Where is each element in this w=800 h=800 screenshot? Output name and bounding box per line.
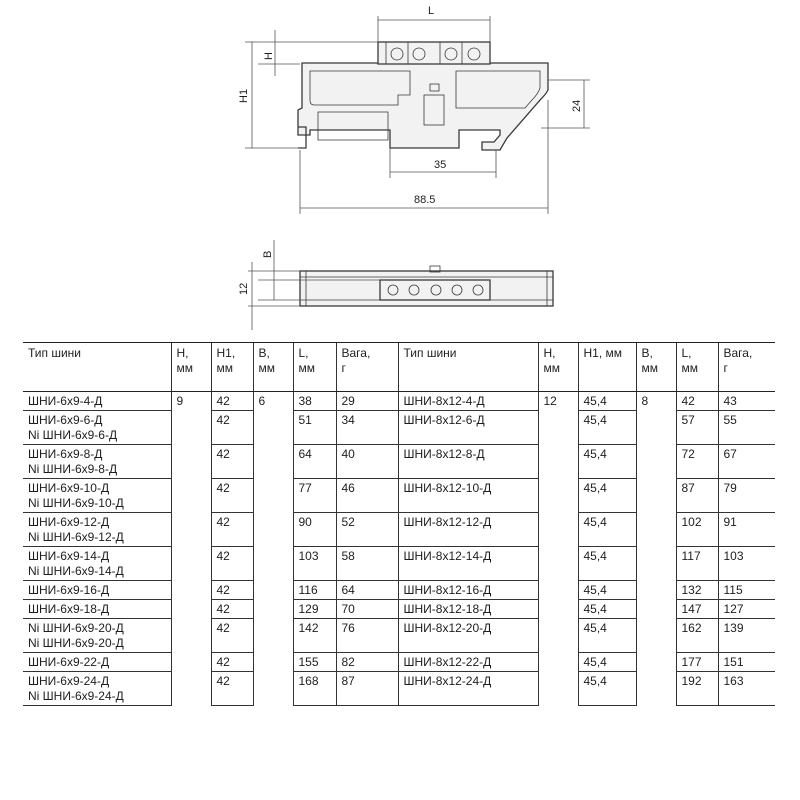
l-right-cell: 147	[676, 600, 718, 619]
dim-88-label: 88.5	[414, 194, 436, 206]
weight-right-cell: 103	[718, 547, 775, 581]
specification-table	[23, 342, 775, 706]
type-left-cell: ШНИ-6х9-4-Д	[28, 394, 103, 408]
type-left-cell: ШНИ-6х9-16-Д	[23, 581, 171, 600]
type-left-cell: ШНИ-6х9-10-Д Ni ШНИ-6х9-10-Д	[23, 479, 171, 513]
weight-left-cell: 70	[336, 600, 398, 619]
l-left-cell: 129	[293, 600, 336, 619]
weight-right-cell: 163	[718, 672, 775, 706]
weight-right-cell: 91	[718, 513, 775, 547]
weight-left-cell: 40	[336, 445, 398, 479]
l-left-cell: 77	[293, 479, 336, 513]
l-left-cell: 103	[293, 547, 336, 581]
type-left-cell: ШНИ-6х9-12-Д Ni ШНИ-6х9-12-Д	[23, 513, 171, 547]
l-right-cell: 87	[676, 479, 718, 513]
l-left-cell: 142	[293, 619, 336, 653]
weight-right-cell: 139	[718, 619, 775, 653]
l-left-cell: 38	[293, 392, 336, 411]
type-right-cell: ШНИ-8х12-18-Д	[398, 600, 538, 619]
type-left-cell: ШНИ-6х9-22-Д	[23, 653, 171, 672]
type-left-cell: ШНИ-6х9-8-Д Ni ШНИ-6х9-8-Д	[23, 445, 171, 479]
h1-left-cell: 42	[211, 547, 253, 581]
h1-left-cell: 42	[211, 445, 253, 479]
col-header: Вага, г	[718, 343, 775, 392]
type-right-cell: ШНИ-8х12-4-Д	[398, 392, 538, 411]
l-right-cell: 72	[676, 445, 718, 479]
table-row	[23, 392, 775, 411]
h1-right-cell: 45,4	[578, 392, 636, 411]
b-right-cell: 8	[636, 392, 676, 706]
col-header: B, мм	[636, 343, 676, 392]
dim-H1-label: H1	[238, 88, 250, 103]
weight-right-cell: 67	[718, 445, 775, 479]
l-right-cell: 162	[676, 619, 718, 653]
weight-left-cell: 58	[336, 547, 398, 581]
type-left-cell: ШНИ-6х9-14-Д Ni ШНИ-6х9-14-Д	[23, 547, 171, 581]
h1-left-cell: 42	[211, 411, 253, 445]
h1-left-cell: 42	[211, 672, 253, 706]
weight-left-cell: 34	[336, 411, 398, 445]
weight-left-cell: 87	[336, 672, 398, 706]
l-left-cell: 90	[293, 513, 336, 547]
weight-left-cell: 52	[336, 513, 398, 547]
h1-right-cell: 45,4	[578, 600, 636, 619]
technical-drawings	[0, 0, 800, 340]
h-left-cell: 9	[171, 392, 211, 706]
type-left-cell: ШНИ-6х9-24-Д Ni ШНИ-6х9-24-Д	[23, 672, 171, 706]
l-right-cell: 192	[676, 672, 718, 706]
weight-left-cell: 82	[336, 653, 398, 672]
col-header: H, мм	[538, 343, 578, 392]
col-header: H1, мм	[211, 343, 253, 392]
col-header: H1, мм	[578, 343, 636, 392]
type-left-cell: Ni ШНИ-6х9-20-Д Ni ШНИ-6х9-20-Д	[23, 619, 171, 653]
h1-right-cell: 45,4	[578, 445, 636, 479]
dim-H-label: H	[263, 52, 275, 60]
col-header: Тип шини	[398, 343, 538, 392]
weight-right-cell: 151	[718, 653, 775, 672]
h1-right-cell: 45,4	[578, 547, 636, 581]
type-right-cell: ШНИ-8х12-20-Д	[398, 619, 538, 653]
type-left-cell: ШНИ-6х9-18-Д	[23, 600, 171, 619]
l-left-cell: 64	[293, 445, 336, 479]
h1-left-cell: 42	[211, 600, 253, 619]
h1-left-cell: 42	[211, 619, 253, 653]
l-left-cell: 116	[293, 581, 336, 600]
l-left-cell: 51	[293, 411, 336, 445]
table-header-row	[23, 343, 775, 392]
h1-right-cell: 45,4	[578, 513, 636, 547]
l-left-cell: 155	[293, 653, 336, 672]
l-right-cell: 42	[676, 392, 718, 411]
h1-right-cell: 45,4	[578, 411, 636, 445]
h1-left-cell: 42	[211, 479, 253, 513]
type-right-cell: ШНИ-8х12-8-Д	[398, 445, 538, 479]
l-right-cell: 177	[676, 653, 718, 672]
h1-left-cell: 42	[211, 653, 253, 672]
col-header: L, мм	[676, 343, 718, 392]
l-right-cell: 117	[676, 547, 718, 581]
front-view-drawing	[238, 5, 590, 214]
col-header: H, мм	[171, 343, 211, 392]
weight-right-cell: 79	[718, 479, 775, 513]
terminal-bar-top-view	[380, 280, 490, 300]
weight-right-cell: 55	[718, 411, 775, 445]
type-right-cell: ШНИ-8х12-22-Д	[398, 653, 538, 672]
insulator-profile	[298, 63, 548, 150]
h-right-cell: 12	[538, 392, 578, 706]
col-header: L, мм	[293, 343, 336, 392]
h1-left-cell: 42	[211, 513, 253, 547]
dim-24-label: 24	[571, 99, 583, 112]
h1-right-cell: 45,4	[578, 653, 636, 672]
l-left-cell: 168	[293, 672, 336, 706]
h1-left-cell: 42	[211, 392, 253, 411]
type-right-cell: ШНИ-8х12-14-Д	[398, 547, 538, 581]
dim-35-label: 35	[434, 159, 447, 171]
weight-left-cell: 46	[336, 479, 398, 513]
col-header: B, мм	[253, 343, 293, 392]
weight-left-cell: 29	[336, 392, 398, 411]
weight-right-cell: 115	[718, 581, 775, 600]
dim-12-label: 12	[238, 282, 250, 295]
l-right-cell: 57	[676, 411, 718, 445]
dim-B-label: B	[262, 250, 274, 258]
weight-right-cell: 127	[718, 600, 775, 619]
h1-left-cell: 42	[211, 581, 253, 600]
side-view-drawing	[238, 240, 553, 330]
b-left-cell: 6	[253, 392, 293, 706]
l-right-cell: 102	[676, 513, 718, 547]
type-right-cell: ШНИ-8х12-6-Д	[398, 411, 538, 445]
h1-right-cell: 45,4	[578, 581, 636, 600]
dim-L-label: L	[428, 5, 435, 17]
terminal-bar	[378, 42, 490, 64]
l-right-cell: 132	[676, 581, 718, 600]
type-right-cell: ШНИ-8х12-24-Д	[398, 672, 538, 706]
col-header: Вага, г	[336, 343, 398, 392]
h1-right-cell: 45,4	[578, 479, 636, 513]
type-right-cell: ШНИ-8х12-10-Д	[398, 479, 538, 513]
h1-right-cell: 45,4	[578, 672, 636, 706]
type-right-cell: ШНИ-8х12-16-Д	[398, 581, 538, 600]
col-header: Тип шини	[23, 343, 171, 392]
type-left-cell: ШНИ-6х9-6-Д Ni ШНИ-6х9-6-Д	[23, 411, 171, 445]
weight-right-cell: 43	[718, 392, 775, 411]
type-right-cell: ШНИ-8х12-12-Д	[398, 513, 538, 547]
weight-left-cell: 76	[336, 619, 398, 653]
h1-right-cell: 45,4	[578, 619, 636, 653]
weight-left-cell: 64	[336, 581, 398, 600]
